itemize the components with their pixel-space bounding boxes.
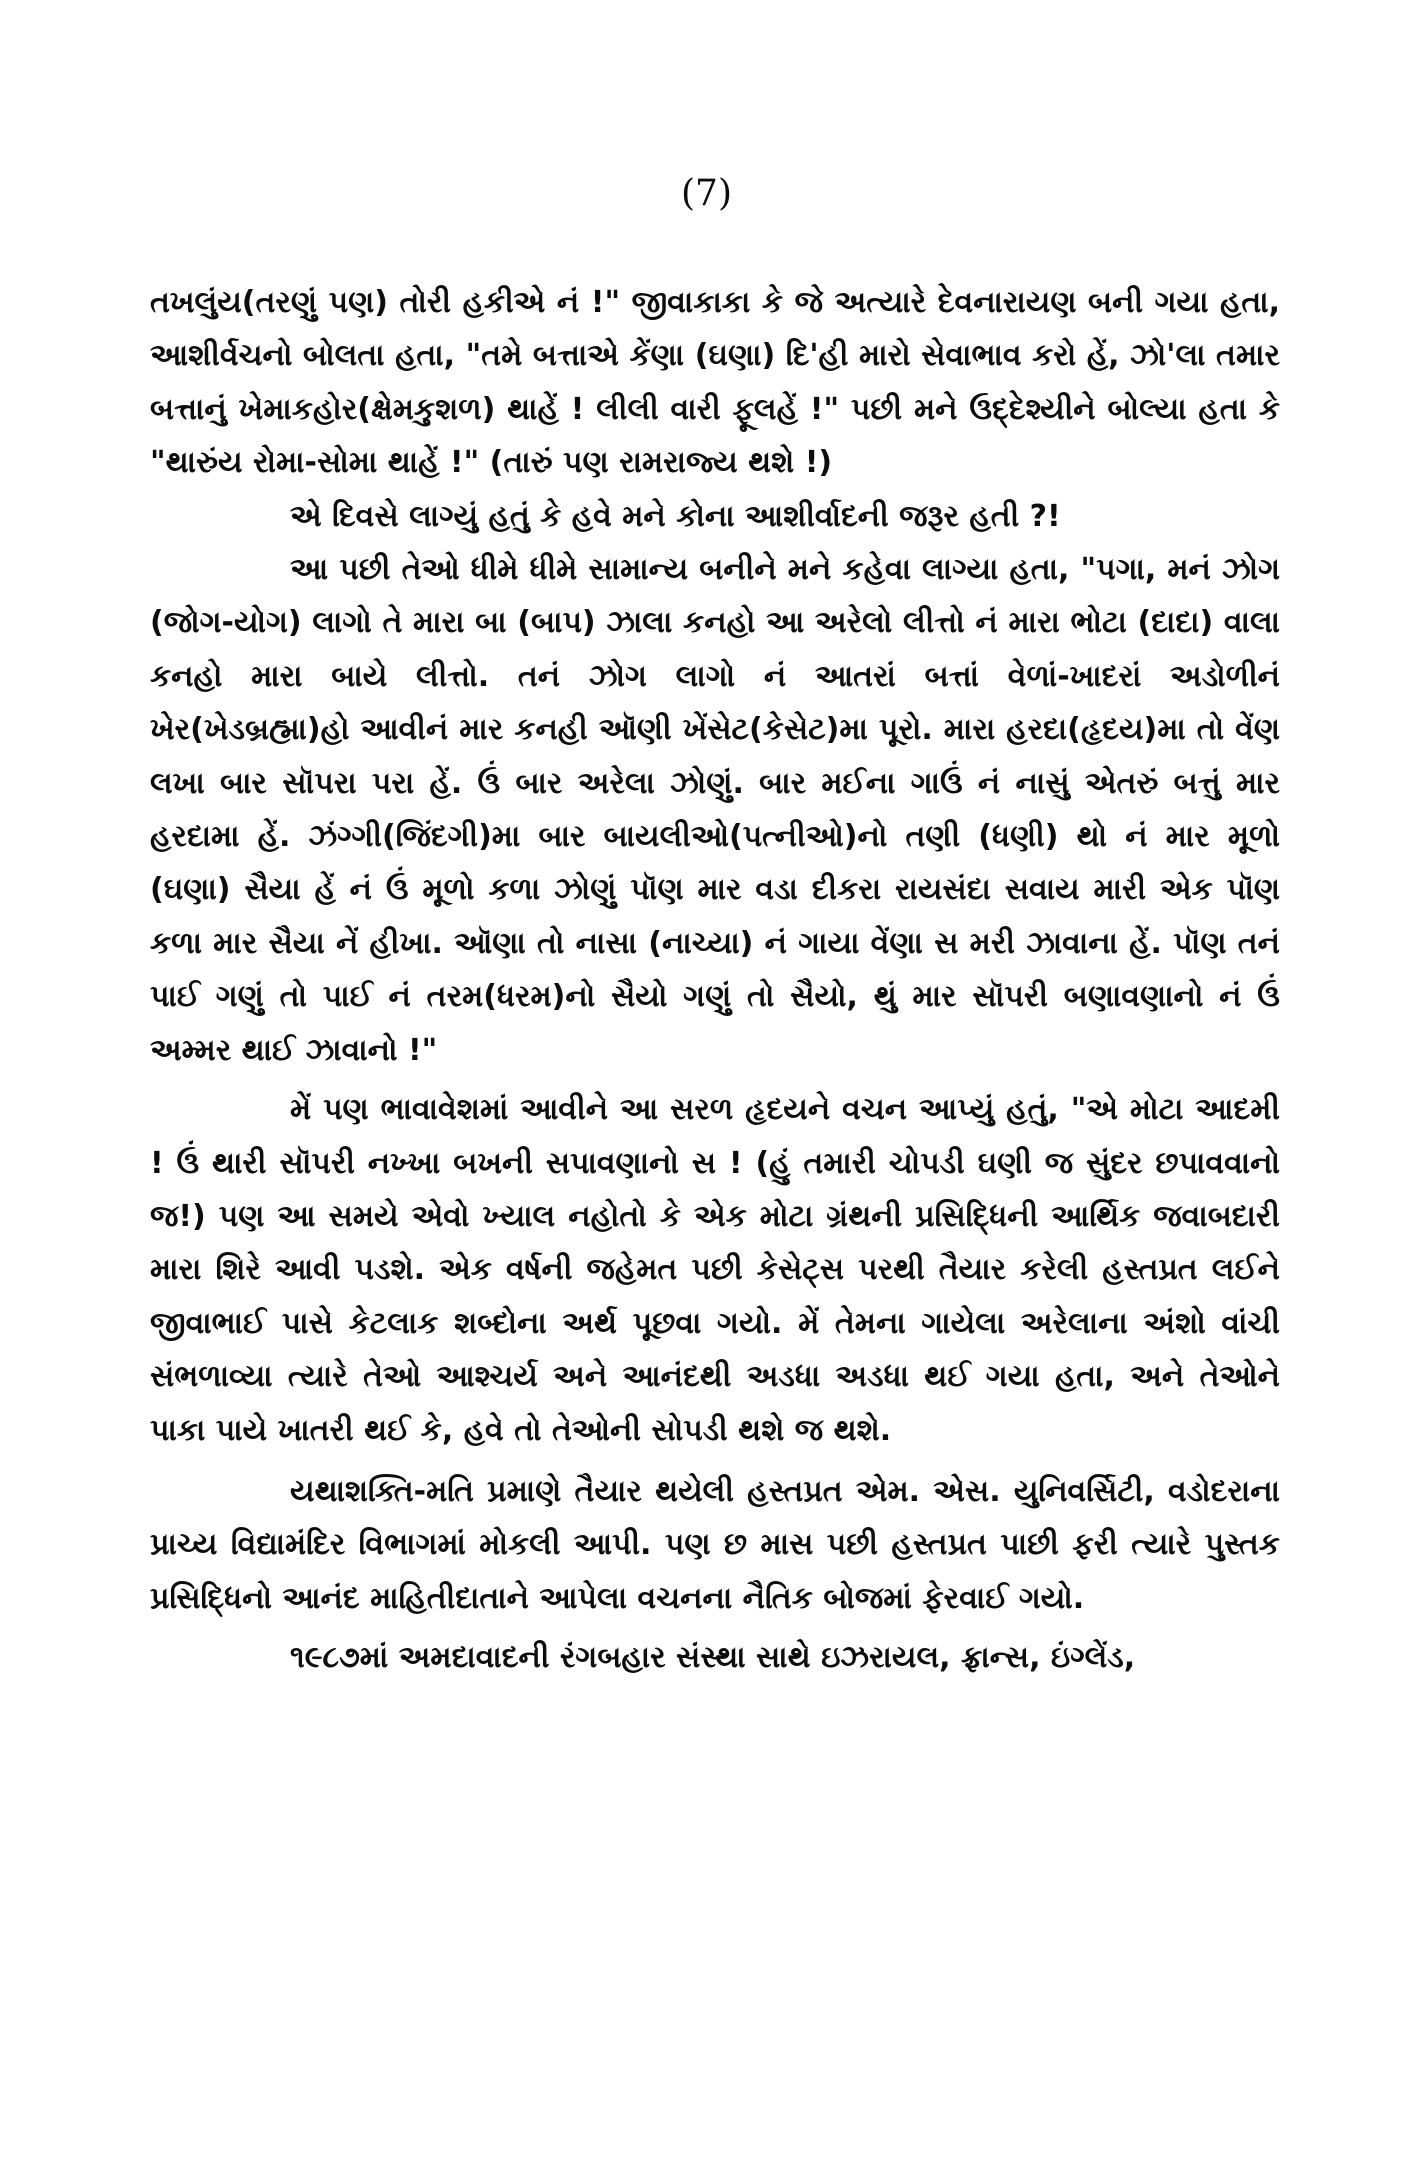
- text-body: [150, 276, 1280, 1685]
- paragraph-5: યથાશક્તિ-મતિ પ્રમાણે તૈયાર થયેલી હસ્તપ્રત એમ. એસ. યુનિવર્સિટી, વડોદરાના પ્રાચ્ય વિદ્યામંદિર વિભાગમાં મોકલી આપી. પણ છ માસ પછી હસ્તપ્રત પાછી ફરી ત્યારે પુસ્તક પ્રસિદ્ધિનો આનંદ માહિતીદાતાને આપેલા વચનના નૈતિક બોજમાં ફેરવાઈ ગયો.: [150, 1473, 1280, 1616]
- paragraph-4: મેં પણ ભાવાવેશમાં આવીને આ સરળ હૃદયને વચન આપ્યું હતું, "એ મોટા આદમી ! ઉં થારી સૉપરી નખ્ખા બખની સપાવણાનો સ ! (હું તમારી ચોપડી ઘણી જ સુંદર છપાવવાનો જ!) પણ આ સમયે એવો ખ્યાલ નહોતો કે એક મોટા ગ્રંથની પ્રસિદ્ધિની આર્થિક જવાબદારી મારા શિરે આવી પડશે. એક વર્ષની જહેમત પછી કેસેટ્સ પરથી તૈયાર કરેલી હસ્તપ્રત લઈને જીવાભાઈ પાસે કેટલાક શબ્દોના અર્થ પૂછવા ગયો. મેં તેમના ગાયેલા અરેલાના અંશો વાંચી સંભળાવ્યા ત્યારે તેઓ આશ્ચર્ય અને આનંદથી અડધા અડધા થઈ ગયા હતા, અને તેઓને પાકા પાયે ખાતરી થઈ કે, હવે તો તેઓની સોપડી થશે જ થશે.: [150, 1092, 1281, 1448]
- paragraph-3: આ પછી તેઓ ધીમે ધીમે સામાન્ય બનીને મને કહેવા લાગ્યા હતા, "પગા, મનં ઝોગ (જોગ-યોગ) લાગો તે મારા બા (બાપ) ઝાલા કનહો આ અરેલો લીત્તો નં મારા ભોટા (દાદા) વાલા કનહો મારા બાયે લીત્તો. તનં ઝોગ લાગો નં આતરાં બત્તાં વેળાં-ખાદરાં અડોળીનં ખેર(ખેડબ્રહ્મા)હો આવીનં માર કનહી ઑણી ખેંસેટ(કેસેટ)મા પૂરો. મારા હરદા(હૃદય)મા તો વેંણ લખા બાર સૉપરા પરા હેં. ઉં બાર અરેલા ઝોણું. બાર મઈના ગાઉં નં નાસું એતરું બત્તું માર હરદામા હેં. ઝંગ્ગી(જિંદગી)મા બાર બાયલીઓ(પત્નીઓ)નો તણી (ધણી) થો નં માર મૂળો (ઘણા) સૈયા હેં નં ઉં મૂળો કળા ઝોણું પૉણ માર વડા દીકરા રાયસંદા સવાય મારી એક પૉણ કળા માર સૈયા નેં હીખા. ઑણા તો નાસા (નાચ્યા) નં ગાયા વેંણા સ મરી ઝાવાના હેં. પૉણ તનં પાઈ ગણું તો પાઈ નં તરમ(ધરમ)નો સૈયો ગણું તો સૈયો, થું માર સૉપરી બણાવણાનો નં ઉં અમ્મર થાઈ ઝાવાનો !": [150, 552, 1280, 1068]
- paragraph-1: તખલુંય(તરણું પણ) તોરી હકીએ નં !" જીવાકાકા કે જે અત્યારે દેવનારાયણ બની ગયા હતા, આશીર્વચનો બોલતા હતા, "તમે બત્તાએ કેંણા (ઘણા) દિ'હી મારો સેવાભાવ કરો હેં, ઝો'લા તમાર બત્તાનું ખેમાકહોર(ક્ષેમકુશળ) થાહેં ! લીલી વારી ફૂલહેં !" પછી મને ઉદ્દેશ્યીને બોલ્યા હતા કે "થારુંય રોમા-સોમા થાહેં !" (તારું પણ રામરાજ્ય થશે !): [150, 285, 1280, 481]
- paragraph-6: ૧૯૮૭માં અમદાવાદની રંગબહાર સંસ્થા સાથે ઇઝરાયલ, ફ્રાન્સ, ઇંગ્લેંડ,: [290, 1640, 1136, 1676]
- paragraph-2: એ દિવસે લાગ્યું હતું કે હવે મને કોના આશીર્વાદની જરૂર હતી ?!: [290, 498, 1061, 534]
- page-number: (7): [681, 173, 732, 214]
